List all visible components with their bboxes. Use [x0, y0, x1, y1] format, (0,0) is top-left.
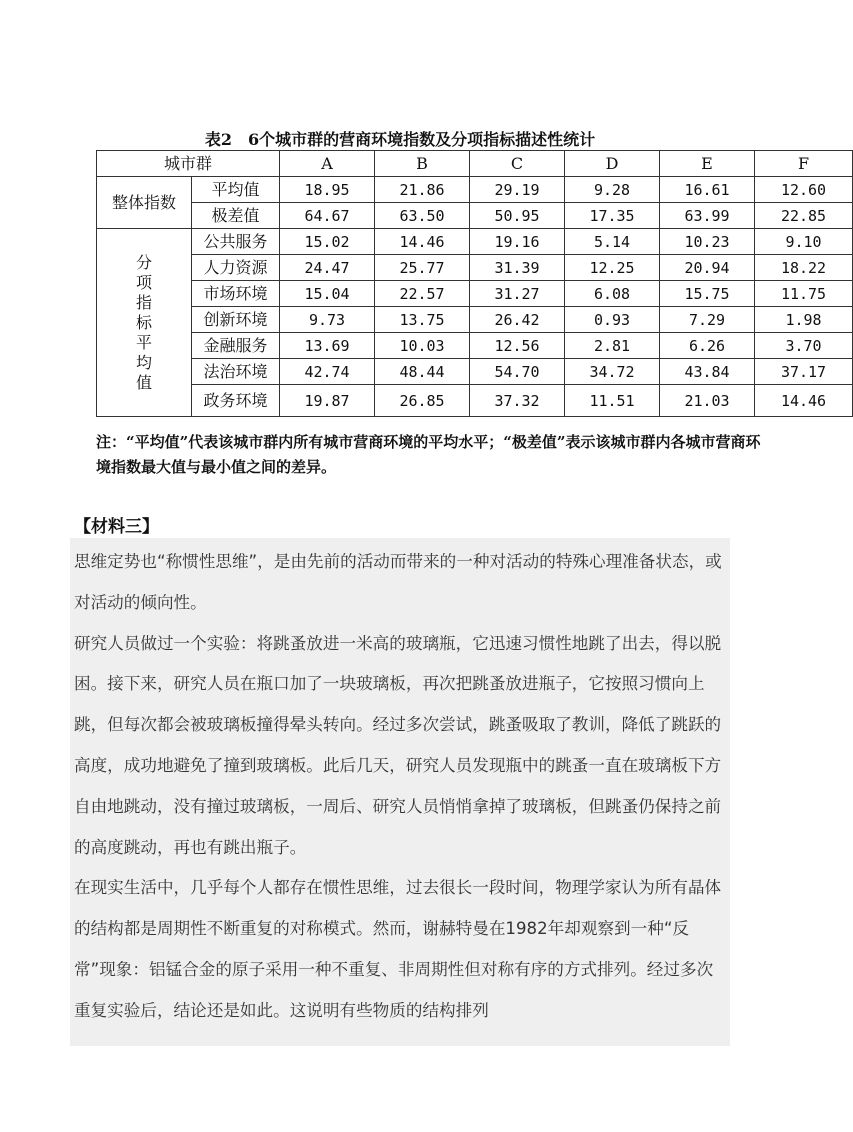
value-cell: 19.16: [470, 229, 565, 255]
value-cell: 16.61: [660, 177, 755, 203]
table-row: [97, 229, 853, 255]
value-cell: 26.85: [375, 385, 470, 417]
row-label: 公共服务: [192, 229, 280, 255]
table-note: 注：“平均值”代表该城市群内所有城市营商环境的平均水平；“极差值”表示该城市群内各城市营商环境指数最大值与最小值之间的差异。: [96, 433, 761, 476]
value-cell: 18.22: [755, 255, 853, 281]
table-row: [97, 359, 853, 385]
value-cell: 63.50: [375, 203, 470, 229]
value-cell: 6.26: [660, 333, 755, 359]
value-cell: 2.81: [565, 333, 660, 359]
value-cell: 64.67: [280, 203, 375, 229]
value-cell: 1.98: [755, 307, 853, 333]
table-row: [97, 255, 853, 281]
value-cell: 43.84: [660, 359, 755, 385]
value-cell: 5.14: [565, 229, 660, 255]
value-cell: 11.51: [565, 385, 660, 417]
table-row: [97, 203, 853, 229]
column-header: E: [660, 151, 755, 177]
column-header: A: [280, 151, 375, 177]
value-cell: 24.47: [280, 255, 375, 281]
row-label: 政务环境: [192, 385, 280, 417]
column-header: D: [565, 151, 660, 177]
value-cell: 21.03: [660, 385, 755, 417]
value-cell: 15.04: [280, 281, 375, 307]
value-cell: 10.23: [660, 229, 755, 255]
value-cell: 9.73: [280, 307, 375, 333]
table-row: [97, 333, 853, 359]
value-cell: 12.25: [565, 255, 660, 281]
value-cell: 15.02: [280, 229, 375, 255]
table-row: [97, 385, 853, 417]
group-label: [97, 177, 192, 229]
value-cell: 19.87: [280, 385, 375, 417]
value-cell: 31.39: [470, 255, 565, 281]
value-cell: 6.08: [565, 281, 660, 307]
row-label: 法治环境: [192, 359, 280, 385]
value-cell: 37.32: [470, 385, 565, 417]
table-row: [97, 307, 853, 333]
value-cell: 37.17: [755, 359, 853, 385]
group-label: [97, 229, 192, 417]
value-cell: 0.93: [565, 307, 660, 333]
row-label: 极差值: [192, 203, 280, 229]
column-header: C: [470, 151, 565, 177]
value-cell: 12.60: [755, 177, 853, 203]
material-text-block: [70, 538, 730, 1046]
value-cell: 48.44: [375, 359, 470, 385]
value-cell: 15.75: [660, 281, 755, 307]
value-cell: 13.75: [375, 307, 470, 333]
row-label: 市场环境: [192, 281, 280, 307]
value-cell: 42.74: [280, 359, 375, 385]
table-title: 表2 6个城市群的营商环境指数及分项指标描述性统计: [204, 130, 596, 149]
row-label: 平均值: [192, 177, 280, 203]
value-cell: 9.10: [755, 229, 853, 255]
paragraph: 思维定势也“称惯性思维”，是由先前的活动而带来的一种对活动的特殊心理准备状态，或对活动的倾向性。: [74, 552, 722, 612]
table-header-row: [97, 151, 853, 177]
table-row: [97, 177, 853, 203]
value-cell: 50.95: [470, 203, 565, 229]
value-cell: 63.99: [660, 203, 755, 229]
column-header: F: [755, 151, 853, 177]
paragraph: 在现实生活中，几乎每个人都存在惯性思维，过去很长一段时间，物理学家认为所有晶体的结构都是周期性不断重复的对称模式。然而，谢赫特曼在1982年却观察到一种“反常”现象：铝锰合金的原子采用一种不重复、非周期性但对称有序的方式排列。经过多次重复实验后，结论还是如此。这说明有些物质的结构排列: [74, 878, 722, 1020]
value-cell: 17.35: [565, 203, 660, 229]
statistics-table: [96, 150, 853, 417]
value-cell: 13.69: [280, 333, 375, 359]
value-cell: 10.03: [375, 333, 470, 359]
value-cell: 20.94: [660, 255, 755, 281]
value-cell: 22.57: [375, 281, 470, 307]
value-cell: 14.46: [375, 229, 470, 255]
group-label-text: 整体指数: [111, 192, 176, 212]
group-label-text: 分项指标平均值: [135, 252, 152, 392]
header-cell: 城市群: [97, 151, 280, 177]
value-cell: 22.85: [755, 203, 853, 229]
value-cell: 11.75: [755, 281, 853, 307]
value-cell: 26.42: [470, 307, 565, 333]
column-header: B: [375, 151, 470, 177]
value-cell: 9.28: [565, 177, 660, 203]
value-cell: 18.95: [280, 177, 375, 203]
row-label: 创新环境: [192, 307, 280, 333]
value-cell: 7.29: [660, 307, 755, 333]
value-cell: 14.46: [755, 385, 853, 417]
value-cell: 12.56: [470, 333, 565, 359]
value-cell: 25.77: [375, 255, 470, 281]
value-cell: 21.86: [375, 177, 470, 203]
row-label: 金融服务: [192, 333, 280, 359]
row-label: 人力资源: [192, 255, 280, 281]
value-cell: 31.27: [470, 281, 565, 307]
section-heading: 【材料三】: [74, 517, 159, 537]
value-cell: 34.72: [565, 359, 660, 385]
value-cell: 54.70: [470, 359, 565, 385]
paragraph: 研究人员做过一个实验：将跳蚤放进一米高的玻璃瓶，它迅速习惯性地跳了出去，得以脱困。接下来，研究人员在瓶口加了一块玻璃板，再次把跳蚤放进瓶子，它按照习惯向上跳，但每次都会被玻璃板撞得晕头转向。经过多次尝试，跳蚤吸取了教训，降低了跳跃的高度，成功地避免了撞到玻璃板。此后几天，研究人员发现瓶中的跳蚤一直在玻璃板下方自由地跳动，没有撞过玻璃板，一周后、研究人员悄悄拿掉了玻璃板，但跳蚤仍保持之前的高度跳动，再也有跳出瓶子。: [74, 633, 722, 857]
value-cell: 29.19: [470, 177, 565, 203]
table-row: [97, 281, 853, 307]
value-cell: 3.70: [755, 333, 853, 359]
